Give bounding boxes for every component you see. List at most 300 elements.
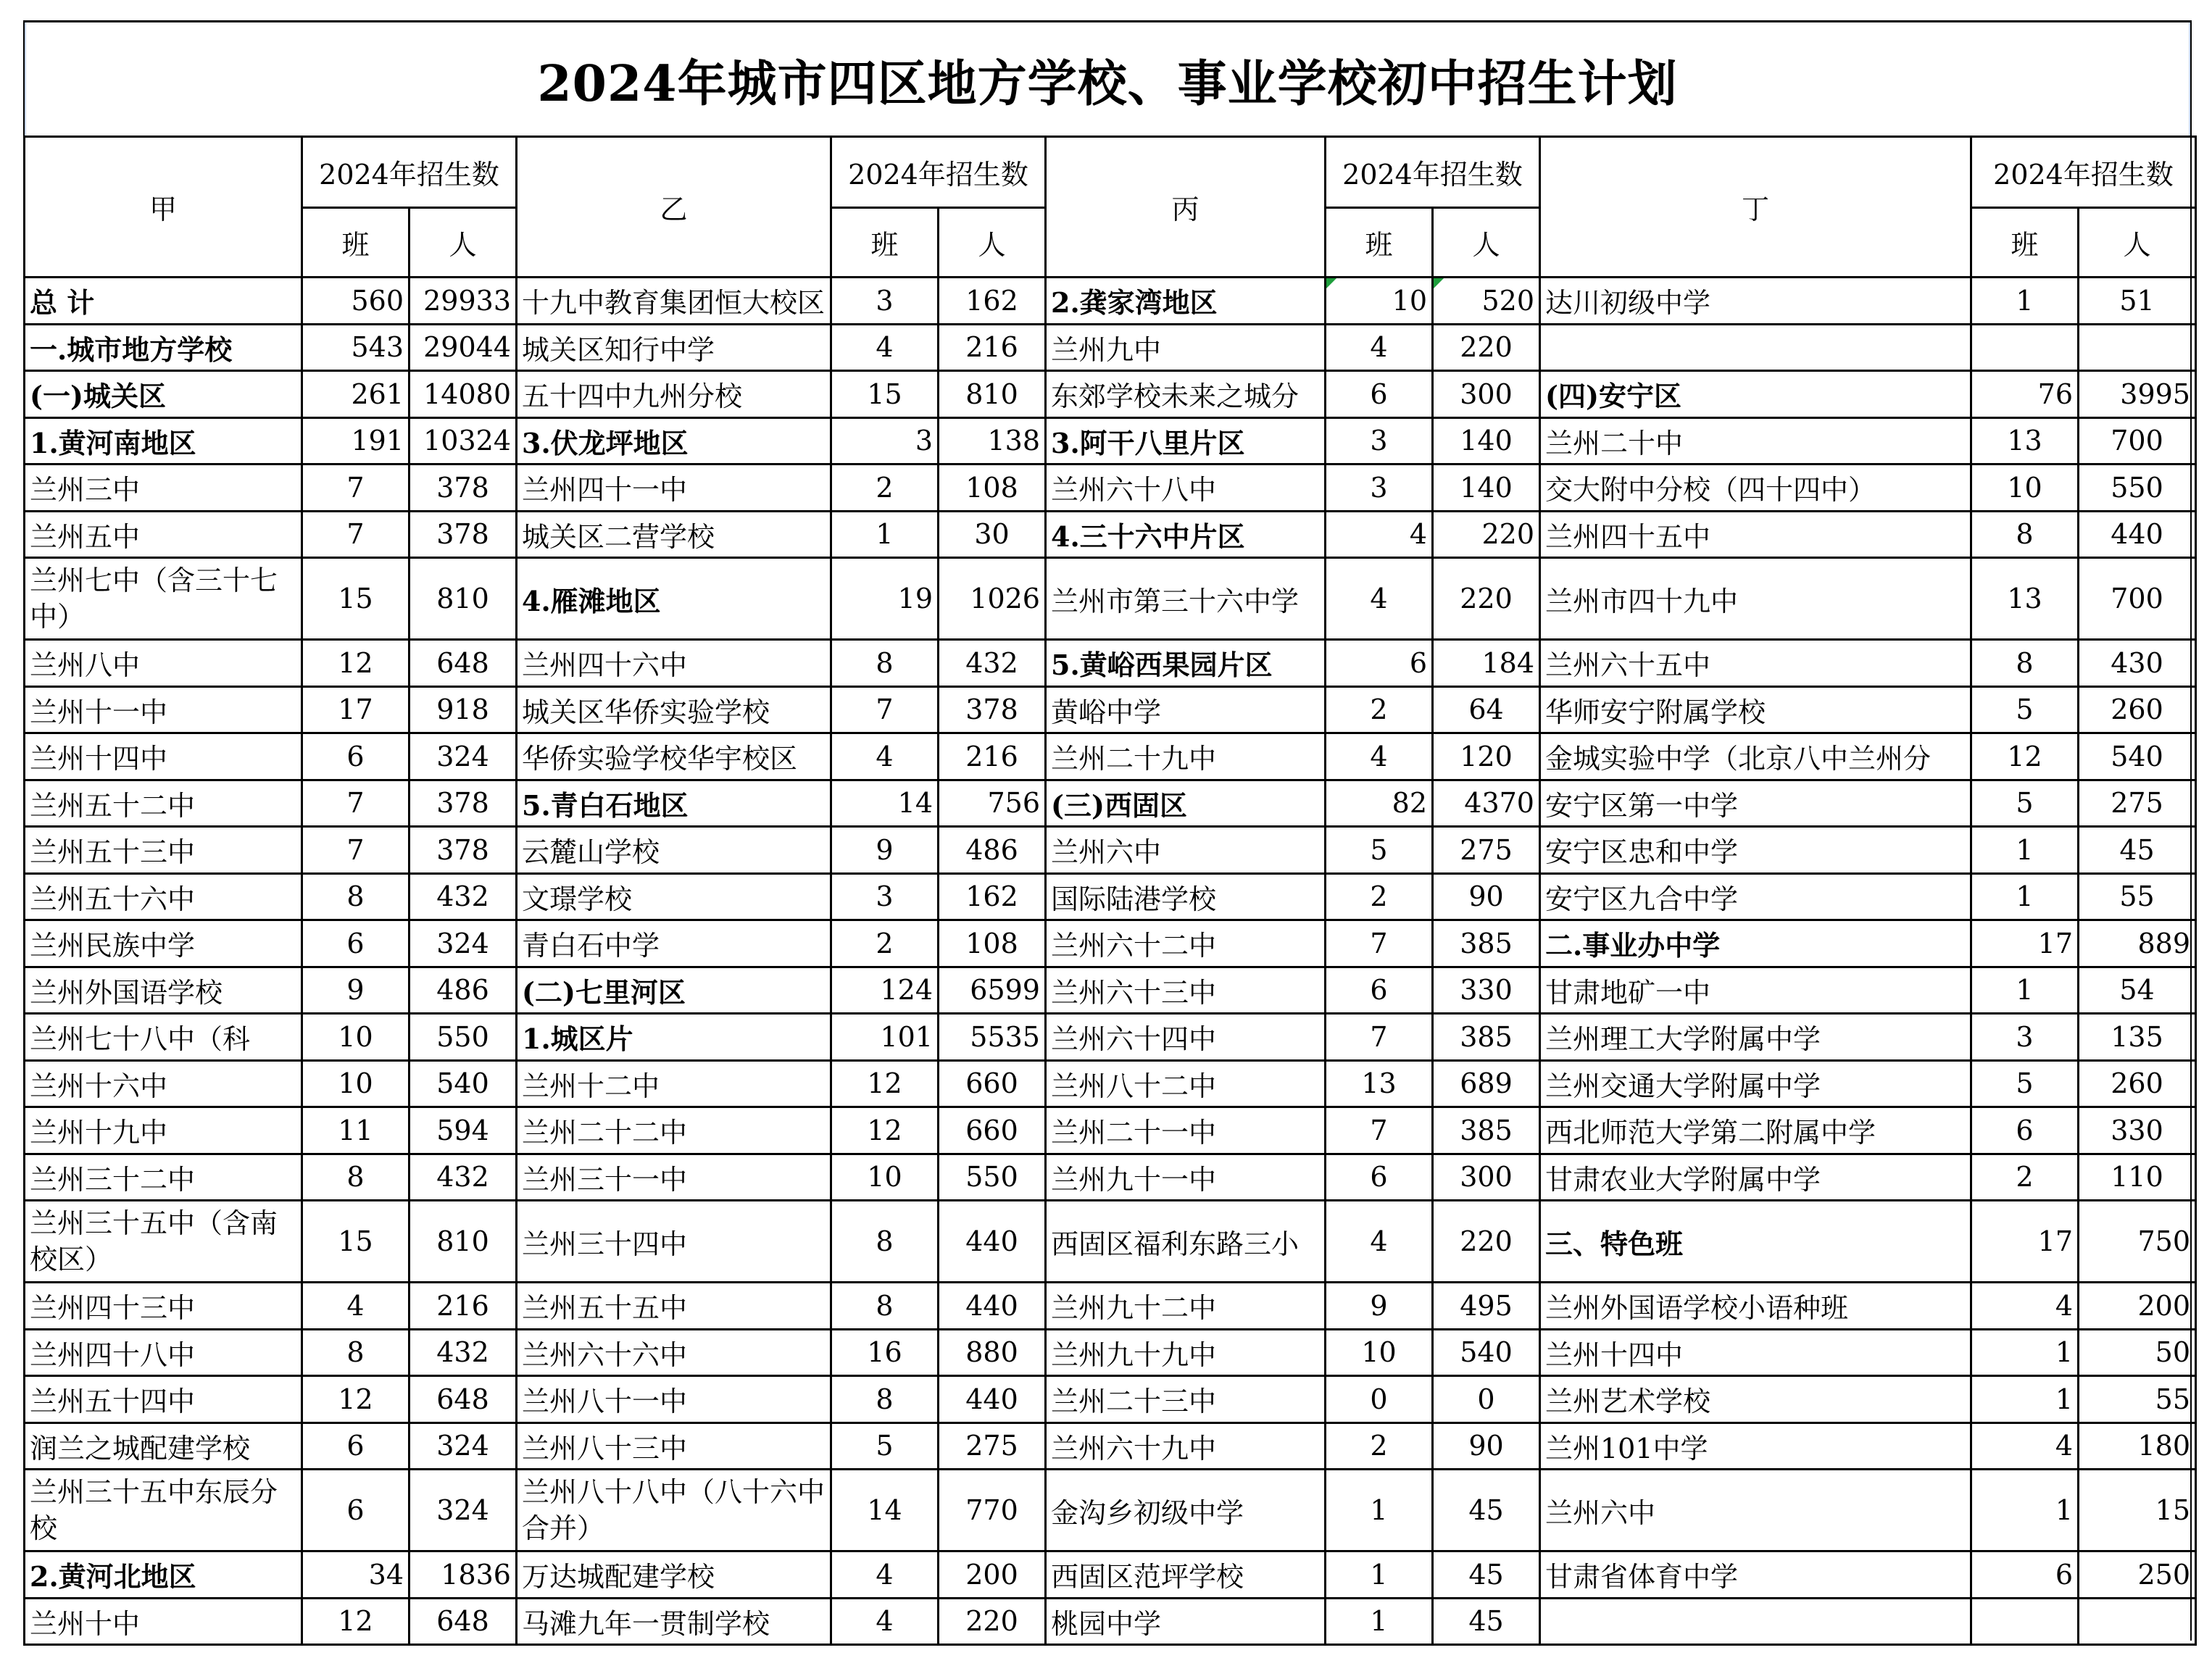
school-name-cell[interactable]: 金沟乡初级中学 xyxy=(1046,1470,1326,1551)
class-count-cell[interactable]: 17 xyxy=(1971,920,2079,967)
people-count-cell[interactable]: 10324 xyxy=(409,417,517,465)
school-name-cell[interactable]: 兰州八十八中（八十六中合并） xyxy=(517,1470,831,1551)
people-count-cell[interactable]: 3995 xyxy=(2079,371,2196,418)
school-name-cell[interactable]: 兰州十四中 xyxy=(25,733,302,780)
school-name-cell[interactable]: 兰州六中 xyxy=(1046,827,1326,874)
school-name-cell[interactable]: 西固区范坪学校 xyxy=(1046,1551,1326,1599)
people-count-cell[interactable]: 216 xyxy=(409,1283,517,1330)
school-name-cell[interactable]: 马滩九年一贯制学校 xyxy=(517,1598,831,1645)
people-count-cell[interactable]: 220 xyxy=(1433,511,1540,558)
people-count-cell[interactable]: 140 xyxy=(1433,417,1540,465)
school-name-cell[interactable]: 兰州七十八中（科 xyxy=(25,1014,302,1061)
class-count-cell[interactable]: 11 xyxy=(302,1107,409,1154)
people-count-cell[interactable]: 108 xyxy=(939,920,1046,967)
people-count-cell[interactable]: 1836 xyxy=(409,1551,517,1599)
school-name-cell[interactable]: 三、特色班 xyxy=(1540,1201,1971,1283)
class-count-cell[interactable]: 6 xyxy=(1971,1551,2079,1599)
school-name-cell[interactable]: 兰州二十中 xyxy=(1540,417,1971,465)
school-name-cell[interactable]: 4.三十六中片区 xyxy=(1046,511,1326,558)
class-count-cell[interactable]: 6 xyxy=(1326,371,1433,418)
class-count-cell[interactable]: 4 xyxy=(1971,1422,2079,1470)
class-count-cell[interactable]: 8 xyxy=(831,1201,939,1283)
class-count-cell[interactable]: 13 xyxy=(1971,558,2079,640)
people-count-cell[interactable]: 324 xyxy=(409,920,517,967)
school-name-cell[interactable]: 东郊学校未来之城分 xyxy=(1046,371,1326,418)
col-header-class[interactable]: 班 xyxy=(1971,208,2079,278)
class-count-cell[interactable]: 8 xyxy=(831,640,939,687)
class-count-cell[interactable]: 7 xyxy=(302,780,409,827)
people-count-cell[interactable]: 648 xyxy=(409,1376,517,1423)
school-name-cell[interactable]: 十九中教育集团恒大校区 xyxy=(517,278,831,325)
school-name-cell[interactable]: 桃园中学 xyxy=(1046,1598,1326,1645)
people-count-cell[interactable]: 520 xyxy=(1433,278,1540,325)
school-name-cell[interactable]: 兰州二十二中 xyxy=(517,1107,831,1154)
school-name-cell[interactable]: 总 计 xyxy=(25,278,302,325)
school-name-cell[interactable]: 甘肃省体育中学 xyxy=(1540,1551,1971,1599)
class-count-cell[interactable]: 17 xyxy=(302,686,409,733)
col-header-people[interactable]: 人 xyxy=(939,208,1046,278)
people-count-cell[interactable]: 378 xyxy=(409,511,517,558)
school-name-cell[interactable]: 兰州十四中 xyxy=(1540,1329,1971,1376)
school-name-cell[interactable]: 5.青白石地区 xyxy=(517,780,831,827)
school-name-cell[interactable]: 兰州理工大学附属中学 xyxy=(1540,1014,1971,1061)
class-count-cell[interactable]: 2 xyxy=(1326,873,1433,920)
class-count-cell[interactable]: 5 xyxy=(831,1422,939,1470)
class-count-cell[interactable]: 17 xyxy=(1971,1201,2079,1283)
people-count-cell[interactable]: 330 xyxy=(2079,1107,2196,1154)
class-count-cell[interactable]: 6 xyxy=(1971,1107,2079,1154)
school-name-cell[interactable]: 兰州六中 xyxy=(1540,1470,1971,1551)
people-count-cell[interactable]: 700 xyxy=(2079,558,2196,640)
class-count-cell[interactable]: 8 xyxy=(831,1376,939,1423)
col-header-class[interactable]: 班 xyxy=(1326,208,1433,278)
class-count-cell[interactable]: 4 xyxy=(302,1283,409,1330)
col-header-class[interactable]: 班 xyxy=(831,208,939,278)
people-count-cell[interactable]: 440 xyxy=(939,1201,1046,1283)
class-count-cell[interactable]: 10 xyxy=(1971,465,2079,512)
people-count-cell[interactable]: 138 xyxy=(939,417,1046,465)
people-count-cell[interactable]: 330 xyxy=(1433,967,1540,1014)
people-count-cell[interactable]: 550 xyxy=(939,1154,1046,1201)
class-count-cell[interactable]: 7 xyxy=(302,511,409,558)
school-name-cell[interactable]: 安宁区九合中学 xyxy=(1540,873,1971,920)
school-name-cell[interactable]: 兰州五十二中 xyxy=(25,780,302,827)
class-count-cell[interactable]: 10 xyxy=(1326,278,1433,325)
school-name-cell[interactable]: 兰州四十一中 xyxy=(517,465,831,512)
section-header-ding[interactable]: 丁 xyxy=(1540,137,1971,278)
class-count-cell[interactable]: 4 xyxy=(1326,511,1433,558)
people-count-cell[interactable]: 90 xyxy=(1433,1422,1540,1470)
class-count-cell[interactable]: 15 xyxy=(302,558,409,640)
school-name-cell[interactable]: 兰州五十五中 xyxy=(517,1283,831,1330)
school-name-cell[interactable]: 兰州九十二中 xyxy=(1046,1283,1326,1330)
class-count-cell[interactable]: 1 xyxy=(1971,873,2079,920)
class-count-cell[interactable]: 7 xyxy=(302,465,409,512)
school-name-cell[interactable]: 交大附中分校（四十四中） xyxy=(1540,465,1971,512)
school-name-cell[interactable]: 润兰之城配建学校 xyxy=(25,1422,302,1470)
class-count-cell[interactable]: 6 xyxy=(302,920,409,967)
school-name-cell[interactable]: 兰州八十二中 xyxy=(1046,1060,1326,1107)
people-count-cell[interactable]: 385 xyxy=(1433,1107,1540,1154)
class-count-cell[interactable]: 8 xyxy=(1971,640,2079,687)
people-count-cell[interactable]: 440 xyxy=(939,1283,1046,1330)
class-count-cell[interactable]: 3 xyxy=(1326,417,1433,465)
people-count-cell[interactable]: 378 xyxy=(409,465,517,512)
class-count-cell[interactable]: 4 xyxy=(831,324,939,371)
school-name-cell[interactable]: 兰州九中 xyxy=(1046,324,1326,371)
group-header[interactable]: 2024年招生数 xyxy=(1971,137,2196,208)
school-name-cell[interactable]: 兰州十一中 xyxy=(25,686,302,733)
people-count-cell[interactable]: 135 xyxy=(2079,1014,2196,1061)
class-count-cell[interactable]: 543 xyxy=(302,324,409,371)
people-count-cell[interactable]: 324 xyxy=(409,733,517,780)
people-count-cell[interactable]: 486 xyxy=(409,967,517,1014)
class-count-cell[interactable]: 2 xyxy=(1971,1154,2079,1201)
class-count-cell[interactable]: 13 xyxy=(1326,1060,1433,1107)
people-count-cell[interactable]: 55 xyxy=(2079,1376,2196,1423)
people-count-cell[interactable]: 660 xyxy=(939,1060,1046,1107)
school-name-cell[interactable]: 4.雁滩地区 xyxy=(517,558,831,640)
col-header-class[interactable]: 班 xyxy=(302,208,409,278)
school-name-cell[interactable]: 五十四中九州分校 xyxy=(517,371,831,418)
school-name-cell[interactable]: 5.黄峪西果园片区 xyxy=(1046,640,1326,687)
class-count-cell[interactable]: 1 xyxy=(1326,1551,1433,1599)
class-count-cell[interactable]: 2 xyxy=(1326,686,1433,733)
people-count-cell[interactable]: 810 xyxy=(409,558,517,640)
class-count-cell[interactable]: 2 xyxy=(831,465,939,512)
people-count-cell[interactable]: 300 xyxy=(1433,371,1540,418)
people-count-cell[interactable]: 880 xyxy=(939,1329,1046,1376)
class-count-cell[interactable]: 4 xyxy=(1326,1201,1433,1283)
class-count-cell[interactable]: 8 xyxy=(302,1154,409,1201)
school-name-cell[interactable]: 兰州艺术学校 xyxy=(1540,1376,1971,1423)
school-name-cell[interactable]: 达川初级中学 xyxy=(1540,278,1971,325)
school-name-cell[interactable]: 兰州四十八中 xyxy=(25,1329,302,1376)
people-count-cell[interactable]: 6599 xyxy=(939,967,1046,1014)
class-count-cell[interactable]: 12 xyxy=(302,1598,409,1645)
people-count-cell[interactable]: 120 xyxy=(1433,733,1540,780)
class-count-cell[interactable]: 9 xyxy=(1326,1283,1433,1330)
school-name-cell[interactable]: 黄峪中学 xyxy=(1046,686,1326,733)
school-name-cell[interactable]: 兰州六十五中 xyxy=(1540,640,1971,687)
people-count-cell[interactable]: 50 xyxy=(2079,1329,2196,1376)
class-count-cell[interactable]: 8 xyxy=(1971,511,2079,558)
people-count-cell[interactable]: 0 xyxy=(1433,1376,1540,1423)
school-name-cell[interactable]: 2.黄河北地区 xyxy=(25,1551,302,1599)
class-count-cell[interactable]: 16 xyxy=(831,1329,939,1376)
school-name-cell[interactable]: 西固区福利东路三小 xyxy=(1046,1201,1326,1283)
class-count-cell[interactable]: 13 xyxy=(1971,417,2079,465)
people-count-cell[interactable]: 324 xyxy=(409,1422,517,1470)
class-count-cell[interactable]: 14 xyxy=(831,780,939,827)
class-count-cell[interactable]: 7 xyxy=(1326,1014,1433,1061)
people-count-cell[interactable]: 14080 xyxy=(409,371,517,418)
people-count-cell[interactable]: 51 xyxy=(2079,278,2196,325)
class-count-cell[interactable]: 15 xyxy=(302,1201,409,1283)
class-count-cell[interactable]: 12 xyxy=(831,1107,939,1154)
people-count-cell[interactable]: 432 xyxy=(409,873,517,920)
class-count-cell[interactable]: 9 xyxy=(831,827,939,874)
class-count-cell[interactable]: 19 xyxy=(831,558,939,640)
class-count-cell[interactable]: 1 xyxy=(1971,1329,2079,1376)
school-name-cell[interactable]: 云麓山学校 xyxy=(517,827,831,874)
class-count-cell[interactable]: 0 xyxy=(1326,1376,1433,1423)
people-count-cell[interactable]: 216 xyxy=(939,733,1046,780)
school-name-cell[interactable]: 兰州市四十九中 xyxy=(1540,558,1971,640)
people-count-cell[interactable]: 220 xyxy=(1433,324,1540,371)
group-header[interactable]: 2024年招生数 xyxy=(1326,137,1540,208)
people-count-cell[interactable]: 184 xyxy=(1433,640,1540,687)
people-count-cell[interactable]: 440 xyxy=(939,1376,1046,1423)
school-name-cell[interactable]: 兰州六十六中 xyxy=(517,1329,831,1376)
class-count-cell[interactable]: 3 xyxy=(831,417,939,465)
school-name-cell[interactable]: 兰州六十四中 xyxy=(1046,1014,1326,1061)
class-count-cell[interactable]: 8 xyxy=(302,873,409,920)
people-count-cell[interactable]: 889 xyxy=(2079,920,2196,967)
people-count-cell[interactable]: 810 xyxy=(409,1201,517,1283)
group-header[interactable]: 2024年招生数 xyxy=(831,137,1046,208)
class-count-cell[interactable]: 3 xyxy=(831,873,939,920)
people-count-cell[interactable]: 750 xyxy=(2079,1201,2196,1283)
people-count-cell[interactable]: 200 xyxy=(2079,1283,2196,1330)
school-name-cell[interactable]: 兰州三十一中 xyxy=(517,1154,831,1201)
class-count-cell[interactable]: 4 xyxy=(831,1598,939,1645)
school-name-cell[interactable]: (四)安宁区 xyxy=(1540,371,1971,418)
class-count-cell[interactable]: 4 xyxy=(831,733,939,780)
school-name-cell[interactable]: 兰州三十四中 xyxy=(517,1201,831,1283)
class-count-cell[interactable]: 3 xyxy=(1326,465,1433,512)
class-count-cell[interactable]: 191 xyxy=(302,417,409,465)
school-name-cell[interactable]: 兰州十九中 xyxy=(25,1107,302,1154)
school-name-cell[interactable]: 兰州六十三中 xyxy=(1046,967,1326,1014)
class-count-cell[interactable]: 8 xyxy=(302,1329,409,1376)
people-count-cell[interactable]: 162 xyxy=(939,278,1046,325)
people-count-cell[interactable]: 275 xyxy=(1433,827,1540,874)
class-count-cell[interactable]: 12 xyxy=(1971,733,2079,780)
people-count-cell[interactable]: 1026 xyxy=(939,558,1046,640)
people-count-cell[interactable]: 432 xyxy=(409,1154,517,1201)
class-count-cell[interactable]: 4 xyxy=(1971,1283,2079,1330)
school-name-cell[interactable]: 兰州九十九中 xyxy=(1046,1329,1326,1376)
people-count-cell[interactable]: 275 xyxy=(2079,780,2196,827)
class-count-cell[interactable]: 7 xyxy=(831,686,939,733)
class-count-cell[interactable]: 7 xyxy=(302,827,409,874)
people-count-cell[interactable]: 540 xyxy=(409,1060,517,1107)
school-name-cell[interactable]: 城关区二营学校 xyxy=(517,511,831,558)
col-header-people[interactable]: 人 xyxy=(409,208,517,278)
people-count-cell[interactable]: 648 xyxy=(409,1598,517,1645)
people-count-cell[interactable]: 385 xyxy=(1433,1014,1540,1061)
section-header-bing[interactable]: 丙 xyxy=(1046,137,1326,278)
class-count-cell[interactable]: 1 xyxy=(1326,1470,1433,1551)
school-name-cell[interactable]: 安宁区第一中学 xyxy=(1540,780,1971,827)
class-count-cell[interactable]: 3 xyxy=(831,278,939,325)
school-name-cell[interactable]: 兰州五十四中 xyxy=(25,1376,302,1423)
school-name-cell[interactable]: 兰州四十三中 xyxy=(25,1283,302,1330)
people-count-cell[interactable]: 110 xyxy=(2079,1154,2196,1201)
people-count-cell[interactable]: 4370 xyxy=(1433,780,1540,827)
class-count-cell[interactable]: 124 xyxy=(831,967,939,1014)
section-header-jia[interactable]: 甲 xyxy=(25,137,302,278)
school-name-cell[interactable]: 兰州六十九中 xyxy=(1046,1422,1326,1470)
school-name-cell[interactable]: 兰州101中学 xyxy=(1540,1422,1971,1470)
section-header-yi[interactable]: 乙 xyxy=(517,137,831,278)
people-count-cell[interactable]: 550 xyxy=(409,1014,517,1061)
class-count-cell[interactable]: 4 xyxy=(1326,324,1433,371)
class-count-cell[interactable]: 10 xyxy=(1326,1329,1433,1376)
people-count-cell[interactable]: 432 xyxy=(409,1329,517,1376)
school-name-cell[interactable]: 国际陆港学校 xyxy=(1046,873,1326,920)
class-count-cell[interactable]: 1 xyxy=(1971,278,2079,325)
class-count-cell[interactable]: 5 xyxy=(1971,780,2079,827)
school-name-cell[interactable]: 3.阿干八里片区 xyxy=(1046,417,1326,465)
people-count-cell[interactable]: 54 xyxy=(2079,967,2196,1014)
class-count-cell[interactable]: 2 xyxy=(1326,1422,1433,1470)
school-name-cell[interactable]: 兰州八十三中 xyxy=(517,1422,831,1470)
class-count-cell[interactable]: 9 xyxy=(302,967,409,1014)
school-name-cell[interactable]: 兰州市第三十六中学 xyxy=(1046,558,1326,640)
class-count-cell[interactable]: 5 xyxy=(1971,686,2079,733)
people-count-cell[interactable]: 180 xyxy=(2079,1422,2196,1470)
class-count-cell[interactable]: 1 xyxy=(1971,827,2079,874)
school-name-cell[interactable]: 万达城配建学校 xyxy=(517,1551,831,1599)
class-count-cell[interactable]: 6 xyxy=(1326,967,1433,1014)
school-name-cell[interactable]: 兰州六十二中 xyxy=(1046,920,1326,967)
people-count-cell[interactable]: 275 xyxy=(939,1422,1046,1470)
class-count-cell[interactable]: 5 xyxy=(1326,827,1433,874)
school-name-cell[interactable]: 兰州二十三中 xyxy=(1046,1376,1326,1423)
class-count-cell[interactable]: 15 xyxy=(831,371,939,418)
class-count-cell[interactable]: 10 xyxy=(302,1060,409,1107)
school-name-cell[interactable]: 甘肃农业大学附属中学 xyxy=(1540,1154,1971,1201)
school-name-cell[interactable] xyxy=(1540,324,1971,371)
school-name-cell[interactable]: 兰州三十五中（含南校区） xyxy=(25,1201,302,1283)
people-count-cell[interactable]: 216 xyxy=(939,324,1046,371)
people-count-cell[interactable]: 648 xyxy=(409,640,517,687)
school-name-cell[interactable]: 兰州十二中 xyxy=(517,1060,831,1107)
class-count-cell[interactable]: 101 xyxy=(831,1014,939,1061)
school-name-cell[interactable]: 2.龚家湾地区 xyxy=(1046,278,1326,325)
class-count-cell[interactable]: 1 xyxy=(831,511,939,558)
class-count-cell[interactable]: 14 xyxy=(831,1470,939,1551)
people-count-cell[interactable] xyxy=(2079,1598,2196,1645)
school-name-cell[interactable]: 兰州五十三中 xyxy=(25,827,302,874)
class-count-cell[interactable]: 34 xyxy=(302,1551,409,1599)
class-count-cell[interactable]: 12 xyxy=(831,1060,939,1107)
school-name-cell[interactable]: 兰州八中 xyxy=(25,640,302,687)
school-name-cell[interactable]: 兰州六十八中 xyxy=(1046,465,1326,512)
people-count-cell[interactable]: 260 xyxy=(2079,1060,2196,1107)
people-count-cell[interactable]: 30 xyxy=(939,511,1046,558)
school-name-cell[interactable]: 兰州十六中 xyxy=(25,1060,302,1107)
people-count-cell[interactable]: 90 xyxy=(1433,873,1540,920)
school-name-cell[interactable]: 安宁区忠和中学 xyxy=(1540,827,1971,874)
school-name-cell[interactable]: 兰州二十九中 xyxy=(1046,733,1326,780)
class-count-cell[interactable]: 560 xyxy=(302,278,409,325)
class-count-cell[interactable]: 10 xyxy=(831,1154,939,1201)
people-count-cell[interactable]: 162 xyxy=(939,873,1046,920)
people-count-cell[interactable]: 15 xyxy=(2079,1470,2196,1551)
people-count-cell[interactable]: 918 xyxy=(409,686,517,733)
people-count-cell[interactable]: 378 xyxy=(939,686,1046,733)
school-name-cell[interactable]: 一.城市地方学校 xyxy=(25,324,302,371)
class-count-cell[interactable]: 4 xyxy=(1326,733,1433,780)
school-name-cell[interactable]: 兰州九十一中 xyxy=(1046,1154,1326,1201)
school-name-cell[interactable]: 文璟学校 xyxy=(517,873,831,920)
school-name-cell[interactable]: 兰州外国语学校小语种班 xyxy=(1540,1283,1971,1330)
people-count-cell[interactable]: 385 xyxy=(1433,920,1540,967)
people-count-cell[interactable]: 430 xyxy=(2079,640,2196,687)
class-count-cell[interactable]: 10 xyxy=(302,1014,409,1061)
people-count-cell[interactable]: 770 xyxy=(939,1470,1046,1551)
people-count-cell[interactable]: 260 xyxy=(2079,686,2196,733)
people-count-cell[interactable]: 5535 xyxy=(939,1014,1046,1061)
class-count-cell[interactable]: 6 xyxy=(302,733,409,780)
school-name-cell[interactable]: 金城实验中学（北京八中兰州分 xyxy=(1540,733,1971,780)
school-name-cell[interactable]: 城关区华侨实验学校 xyxy=(517,686,831,733)
school-name-cell[interactable]: 兰州三十五中东辰分校 xyxy=(25,1470,302,1551)
school-name-cell[interactable]: 兰州民族中学 xyxy=(25,920,302,967)
school-name-cell[interactable]: 华侨实验学校华宇校区 xyxy=(517,733,831,780)
people-count-cell[interactable]: 540 xyxy=(2079,733,2196,780)
school-name-cell[interactable]: 甘肃地矿一中 xyxy=(1540,967,1971,1014)
school-name-cell[interactable]: 城关区知行中学 xyxy=(517,324,831,371)
class-count-cell[interactable]: 2 xyxy=(831,920,939,967)
school-name-cell[interactable]: 青白石中学 xyxy=(517,920,831,967)
school-name-cell[interactable]: 兰州十中 xyxy=(25,1598,302,1645)
class-count-cell[interactable]: 5 xyxy=(1971,1060,2079,1107)
class-count-cell[interactable]: 4 xyxy=(1326,558,1433,640)
people-count-cell[interactable]: 108 xyxy=(939,465,1046,512)
class-count-cell[interactable]: 6 xyxy=(302,1470,409,1551)
class-count-cell[interactable]: 12 xyxy=(302,1376,409,1423)
school-name-cell[interactable]: 二.事业办中学 xyxy=(1540,920,1971,967)
people-count-cell[interactable]: 250 xyxy=(2079,1551,2196,1599)
class-count-cell[interactable]: 6 xyxy=(302,1422,409,1470)
people-count-cell[interactable]: 45 xyxy=(1433,1598,1540,1645)
school-name-cell[interactable]: 兰州二十一中 xyxy=(1046,1107,1326,1154)
school-name-cell[interactable]: 兰州外国语学校 xyxy=(25,967,302,1014)
school-name-cell[interactable]: 兰州三中 xyxy=(25,465,302,512)
people-count-cell[interactable]: 55 xyxy=(2079,873,2196,920)
people-count-cell[interactable]: 440 xyxy=(2079,511,2196,558)
people-count-cell[interactable]: 29044 xyxy=(409,324,517,371)
people-count-cell[interactable]: 594 xyxy=(409,1107,517,1154)
school-name-cell[interactable]: 兰州四十五中 xyxy=(1540,511,1971,558)
people-count-cell[interactable]: 220 xyxy=(1433,1201,1540,1283)
school-name-cell[interactable]: 1.城区片 xyxy=(517,1014,831,1061)
people-count-cell[interactable]: 700 xyxy=(2079,417,2196,465)
school-name-cell[interactable]: 兰州交通大学附属中学 xyxy=(1540,1060,1971,1107)
class-count-cell[interactable]: 1 xyxy=(1971,1376,2079,1423)
school-name-cell[interactable]: 兰州四十六中 xyxy=(517,640,831,687)
col-header-people[interactable]: 人 xyxy=(1433,208,1540,278)
school-name-cell[interactable]: 3.伏龙坪地区 xyxy=(517,417,831,465)
people-count-cell[interactable]: 810 xyxy=(939,371,1046,418)
class-count-cell[interactable]: 4 xyxy=(831,1551,939,1599)
class-count-cell[interactable]: 82 xyxy=(1326,780,1433,827)
school-name-cell[interactable]: 华师安宁附属学校 xyxy=(1540,686,1971,733)
class-count-cell[interactable] xyxy=(1971,324,2079,371)
class-count-cell[interactable]: 1 xyxy=(1971,967,2079,1014)
people-count-cell[interactable]: 29933 xyxy=(409,278,517,325)
people-count-cell[interactable]: 660 xyxy=(939,1107,1046,1154)
school-name-cell[interactable]: 兰州七中（含三十七中） xyxy=(25,558,302,640)
people-count-cell[interactable]: 45 xyxy=(2079,827,2196,874)
school-name-cell[interactable]: 1.黄河南地区 xyxy=(25,417,302,465)
people-count-cell[interactable]: 540 xyxy=(1433,1329,1540,1376)
people-count-cell[interactable]: 324 xyxy=(409,1470,517,1551)
